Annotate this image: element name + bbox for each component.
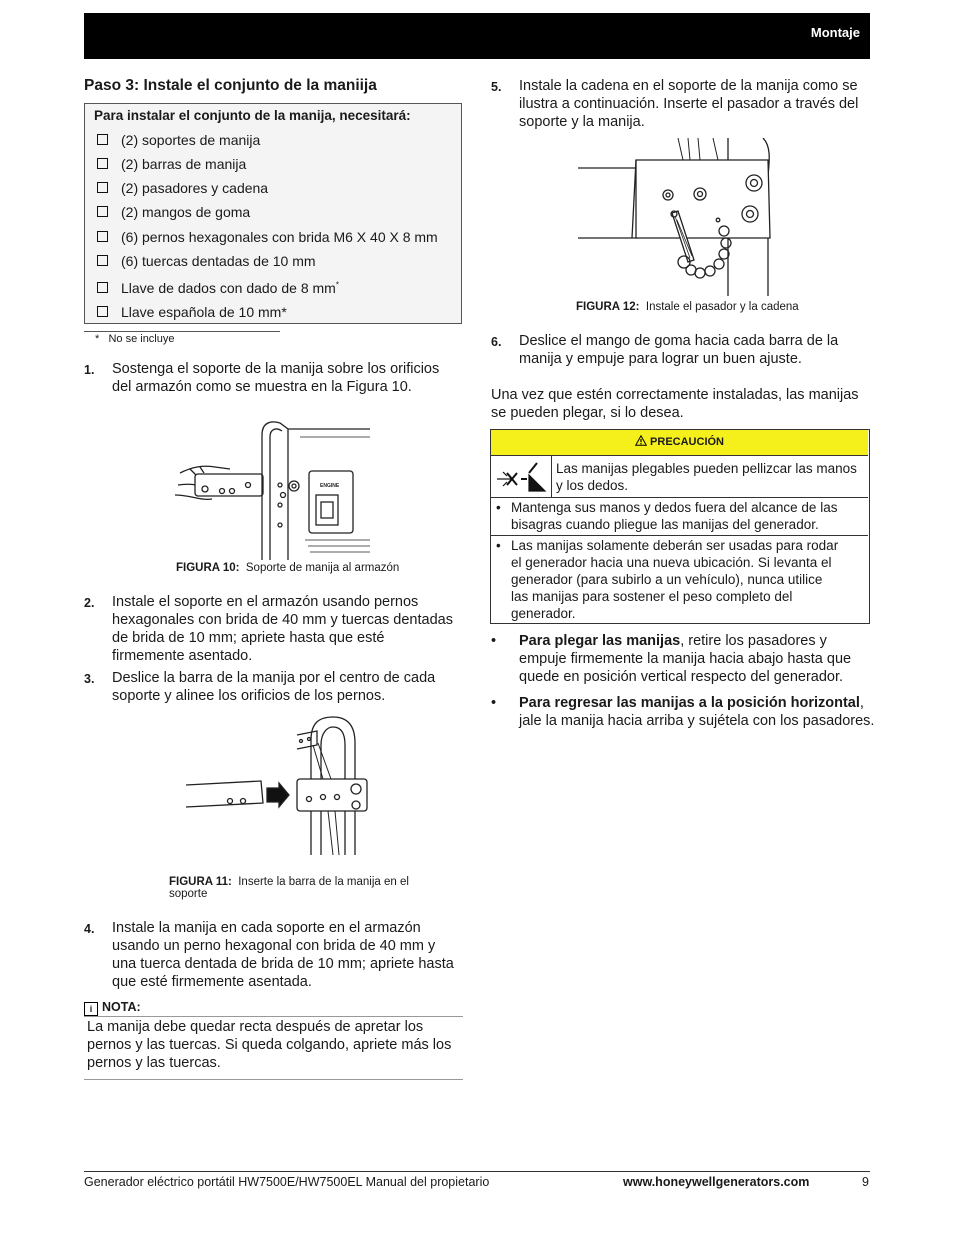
figure-12-illustration <box>578 138 778 296</box>
checkbox-icon <box>97 306 108 317</box>
caution-divider <box>491 497 868 498</box>
info-icon: i <box>84 1002 98 1016</box>
caution-header: PRECAUCIÓN <box>491 430 868 456</box>
footnote: * No se incluye <box>95 333 175 345</box>
requirement-item: (6) pernos hexagonales con brida M6 X 40 X 8 mm <box>97 229 438 245</box>
caution-bullet-1-text: Mantenga sus manos y dedos fuera del alcance de las bisagras cuando pliegue las manijas del generador. <box>511 500 838 532</box>
requirements-heading: Para instalar el conjunto de la manija, necesitará: <box>94 108 411 123</box>
warning-triangle-icon <box>635 435 647 446</box>
header-bar <box>84 13 870 59</box>
figure-10-illustration <box>170 415 370 560</box>
fold-bullet-marker: • <box>491 695 497 711</box>
note-heading: i NOTA: <box>84 1000 141 1016</box>
caution-bullet: • <box>496 500 501 515</box>
step-number: 6. <box>491 335 502 349</box>
figure-12-caption: FIGURA 12: Instale el pasador y la cadena <box>576 301 799 313</box>
step-4-text: Instale la manija en cada soporte en el armazón usando un perno hexagonal con brida de 40 mm y una tuerca dentada de brida de 10 mm; apriete hasta que esté firmemente asentada. <box>112 920 454 990</box>
caution-hazard-text: Las manijas plegables pueden pellizcar las manos y los dedos. <box>556 461 857 493</box>
footer-manual-title: Generador eléctrico portátil HW7500E/HW7500EL Manual del propietario <box>84 1175 490 1189</box>
requirement-item: (2) soportes de manija <box>97 132 260 148</box>
checkbox-icon <box>97 282 108 293</box>
step-number: 3. <box>84 672 95 686</box>
checkbox-icon <box>97 255 108 266</box>
caution-icon-divider <box>551 456 552 497</box>
requirement-item: (2) pasadores y cadena <box>97 180 268 196</box>
step-6-text: Deslice el mango de goma hacia cada barra de la manija y empuje para lograr un buen ajuste. <box>519 333 839 367</box>
step-5-text: Instale la cadena en el soporte de la manija como se ilustra a continuación. Inserte el pasador a través del soporte y la manija. <box>519 78 859 130</box>
figure-11-illustration <box>183 715 383 860</box>
step-1-text: Sostenga el soporte de la manija sobre los orificios del armazón como se muestra en la Figura 10. <box>112 361 440 395</box>
note-top-rule <box>84 1016 463 1017</box>
footnote-rule <box>84 331 280 332</box>
requirement-item: Llave de dados con dado de 8 mm* <box>97 280 339 296</box>
checkbox-icon <box>97 158 108 169</box>
requirement-item: Llave española de 10 mm* <box>97 304 287 320</box>
pinch-hazard-icon <box>493 459 551 497</box>
figure-11-caption: FIGURA 11: Inserte la barra de la manija en el soporte <box>169 876 409 900</box>
fold-bullet-1-text: Para plegar las manijas, retire los pasadores y empuje firmemente la manija hacia abajo hasta que quede en posición vertical respecto del generador. <box>519 633 852 685</box>
step-number: 1. <box>84 363 95 377</box>
figure-10-caption: FIGURA 10: Soporte de manija al armazón <box>176 562 400 574</box>
step-number: 4. <box>84 922 95 936</box>
caution-box <box>490 429 870 624</box>
step-3-text: Deslice la barra de la manija por el centro de cada soporte y alinee los orificios de los pernos. <box>112 670 436 704</box>
footer-rule <box>84 1171 870 1172</box>
checkbox-icon <box>97 231 108 242</box>
step-2-text: Instale el soporte en el armazón usando pernos hexagonales con brida de 40 mm y tuercas dentadas de brida de 10 mm; apriete hasta que esté firmemente asentado. <box>112 594 453 664</box>
checkbox-icon <box>97 134 108 145</box>
requirements-box <box>84 103 462 324</box>
section-title: Montaje <box>810 25 860 40</box>
fold-bullet-marker: • <box>491 633 497 649</box>
fold-bullet-2-text: Para regresar las manijas a la posición horizontal, jale la manija hacia arriba y sujétela con los pasadores. <box>519 695 875 729</box>
caution-divider <box>491 535 868 536</box>
step-number: 5. <box>491 80 502 94</box>
footer-url: www.honeywellgenerators.com <box>623 1175 810 1189</box>
requirement-item: (2) mangos de goma <box>97 204 250 220</box>
note-text: La manija debe quedar recta después de apretar los pernos y las tuercas. Si queda colgando, apriete más los pernos y las tuercas. <box>87 1019 452 1071</box>
checkbox-icon <box>97 182 108 193</box>
page-number: 9 <box>862 1175 869 1189</box>
checkbox-icon <box>97 206 108 217</box>
note-bottom-rule <box>84 1079 463 1080</box>
step-number: 2. <box>84 596 95 610</box>
caution-bullet-2-text: Las manijas solamente deberán ser usadas para rodar el generador hacia una nueva ubicación. Si levanta el generador (para subirlo a un vehículo), nunca utilice las manijas para sostener el peso completo del generador. <box>511 538 839 621</box>
panel-label: ENGINE <box>320 483 340 489</box>
requirement-item: (2) barras de manija <box>97 156 246 172</box>
requirement-item: (6) tuercas dentadas de 10 mm <box>97 253 316 269</box>
fold-intro-text: Una vez que estén correctamente instaladas, las manijas se pueden plegar, si lo desea. <box>491 387 859 421</box>
caution-bullet: • <box>496 538 501 553</box>
step-title: Paso 3: Instale el conjunto de la maniija <box>84 77 377 94</box>
